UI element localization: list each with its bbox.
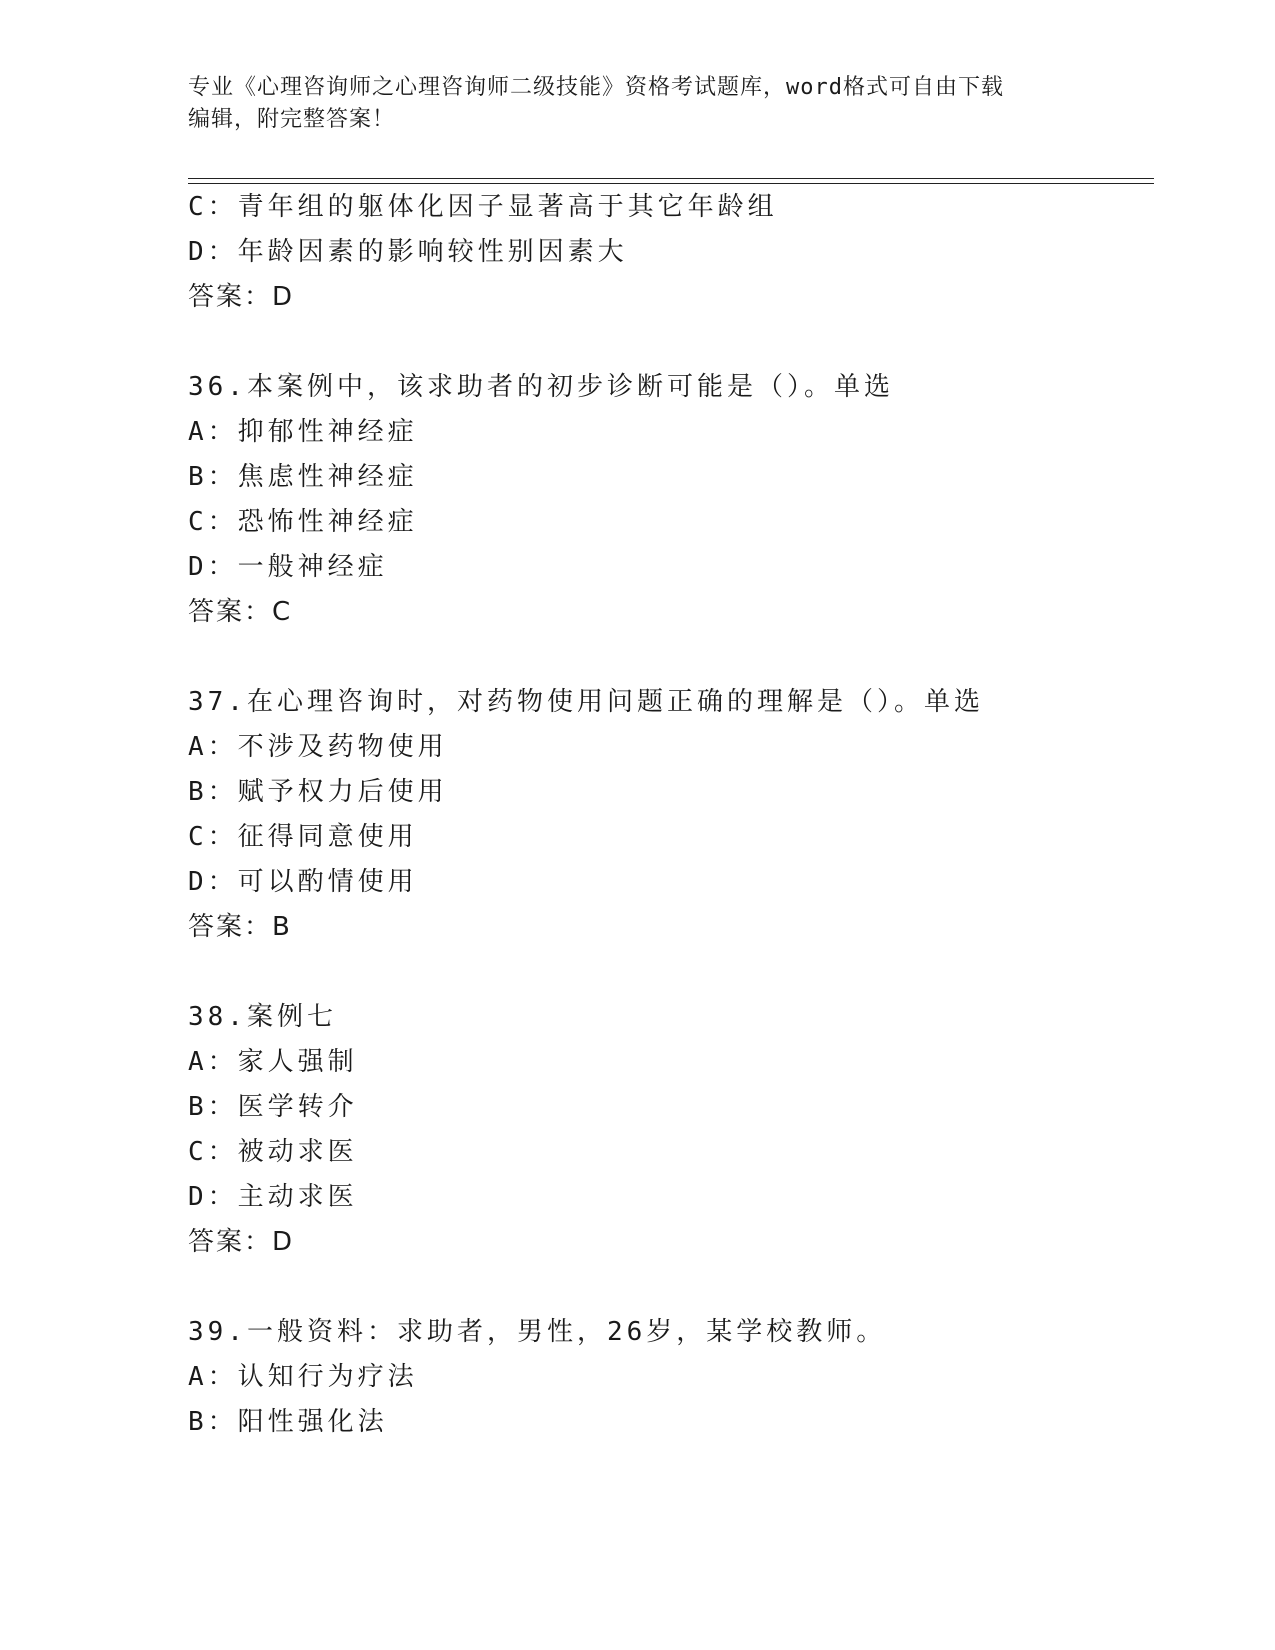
q38-option-b: B：医学转介 <box>188 1092 358 1122</box>
prev-option-c: C：青年组的躯体化因子显著高于其它年龄组 <box>188 192 778 222</box>
q39-question: 39.一般资料：求助者，男性，26岁，某学校教师。 <box>188 1317 887 1347</box>
prev-option-d: D：年龄因素的影响较性别因素大 <box>188 237 628 267</box>
q37-answer: 答案：B <box>188 912 292 942</box>
q38-question: 38.案例七 <box>188 1002 337 1032</box>
q37-option-c: C：征得同意使用 <box>188 822 418 852</box>
q37-option-a: A：不涉及药物使用 <box>188 732 448 762</box>
q36-option-b: B：焦虑性神经症 <box>188 462 418 492</box>
q38-option-d: D：主动求医 <box>188 1182 358 1212</box>
q36-option-c: C：恐怖性神经症 <box>188 507 418 537</box>
q36-option-a: A：抑郁性神经症 <box>188 417 418 447</box>
header-line-2: 编辑，附完整答案！ <box>188 107 396 132</box>
header-divider-bottom <box>188 183 1154 184</box>
q36-answer: 答案：C <box>188 597 293 627</box>
q37-question: 37.在心理咨询时，对药物使用问题正确的理解是（）。单选 <box>188 687 984 717</box>
q36-option-d: D：一般神经症 <box>188 552 388 582</box>
header-line-1: 专业《心理咨询师之心理咨询师二级技能》资格考试题库，word格式可自由下载 <box>188 75 1004 100</box>
document-header <box>188 72 1068 136</box>
header-divider-top <box>188 178 1154 179</box>
q38-answer: 答案：D <box>188 1227 295 1257</box>
prev-answer: 答案：D <box>188 282 295 312</box>
q37-option-b: B：赋予权力后使用 <box>188 777 448 807</box>
q38-option-c: C：被动求医 <box>188 1137 358 1167</box>
q36-question: 36.本案例中，该求助者的初步诊断可能是（）。单选 <box>188 372 894 402</box>
q39-option-b: B：阳性强化法 <box>188 1407 388 1437</box>
q39-option-a: A：认知行为疗法 <box>188 1362 418 1392</box>
q37-option-d: D：可以酌情使用 <box>188 867 418 897</box>
q38-option-a: A：家人强制 <box>188 1047 358 1077</box>
